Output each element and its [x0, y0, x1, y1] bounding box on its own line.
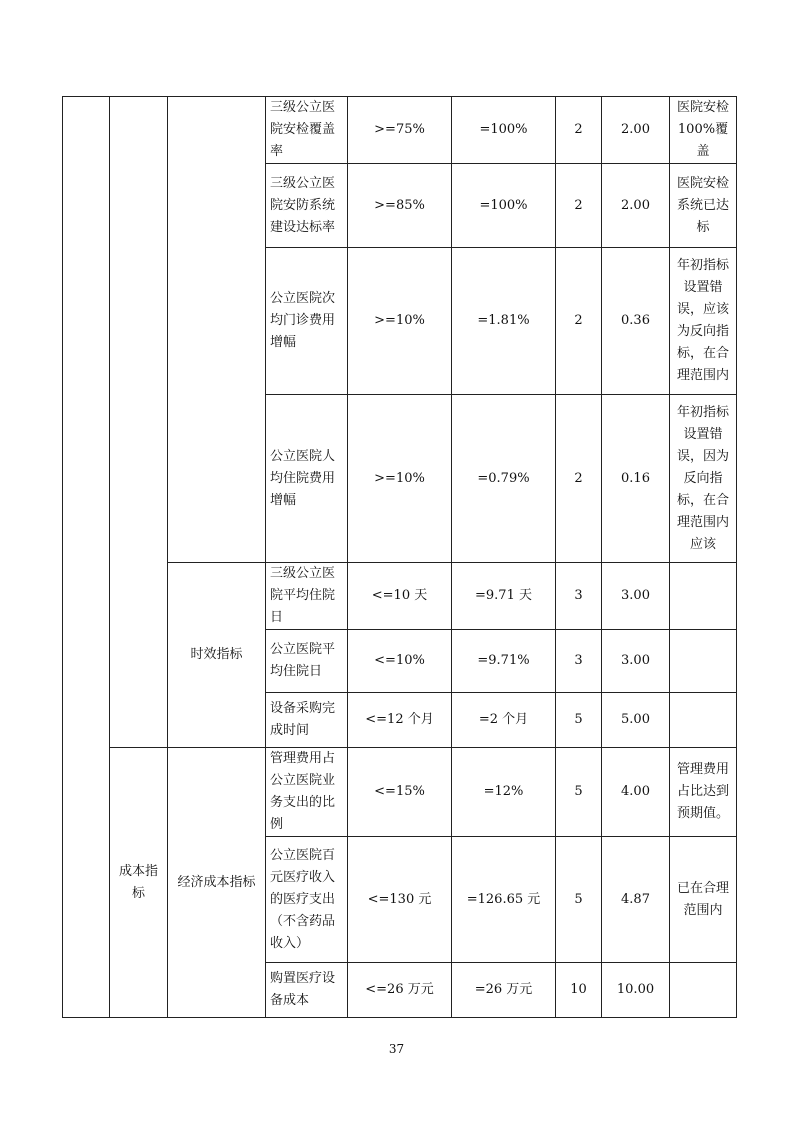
target-cell: <=26 万元: [348, 963, 452, 1018]
actual-cell: =100%: [452, 164, 556, 248]
table-row: [63, 97, 737, 164]
indicator-cell: 公立医院百元医疗收入的医疗支出（不含药品收入）: [266, 837, 348, 963]
score-cell: 2.00: [602, 97, 670, 164]
weight-cell: 5: [556, 748, 602, 837]
weight-cell: 2: [556, 164, 602, 248]
weight-cell: 10: [556, 963, 602, 1018]
actual-cell: =9.71 天: [452, 563, 556, 630]
level3-group-cell: 时效指标: [168, 563, 266, 748]
note-cell: 医院安检 100%覆盖: [670, 97, 737, 164]
target-cell: >=85%: [348, 164, 452, 248]
level3-group-cell: 经济成本指标: [168, 748, 266, 1018]
actual-cell: =126.65 元: [452, 837, 556, 963]
score-cell: 0.36: [602, 248, 670, 395]
weight-cell: 5: [556, 693, 602, 748]
actual-cell: =2 个月: [452, 693, 556, 748]
target-cell: <=10%: [348, 630, 452, 693]
score-cell: 0.16: [602, 395, 670, 563]
note-cell: 年初指标设置错误，因为反向指标，在合理范围内应该: [670, 395, 737, 563]
weight-cell: 2: [556, 97, 602, 164]
score-cell: 2.00: [602, 164, 670, 248]
note-cell: 医院安检系统已达标: [670, 164, 737, 248]
indicator-cell: 公立医院人均住院费用增幅: [266, 395, 348, 563]
note-cell: [670, 563, 737, 630]
actual-cell: =9.71%: [452, 630, 556, 693]
note-cell: [670, 630, 737, 693]
table-row: [63, 748, 737, 837]
performance-indicator-table: [62, 96, 737, 1018]
indicator-cell: 管理费用占公立医院业务支出的比例: [266, 748, 348, 837]
actual-cell: =26 万元: [452, 963, 556, 1018]
score-cell: 10.00: [602, 963, 670, 1018]
weight-cell: 3: [556, 630, 602, 693]
indicator-cell: 购置医疗设备成本: [266, 963, 348, 1018]
note-cell: 已在合理范围内: [670, 837, 737, 963]
level2-group-cell: 成本指标: [110, 748, 168, 1018]
note-cell: 年初指标设置错误，应该为反向指标，在合理范围内: [670, 248, 737, 395]
score-cell: 3.00: [602, 630, 670, 693]
target-cell: <=10 天: [348, 563, 452, 630]
indicator-cell: 三级公立医院平均住院日: [266, 563, 348, 630]
target-cell: >=10%: [348, 248, 452, 395]
weight-cell: 3: [556, 563, 602, 630]
actual-cell: =0.79%: [452, 395, 556, 563]
target-cell: <=15%: [348, 748, 452, 837]
target-cell: <=12 个月: [348, 693, 452, 748]
note-cell: [670, 963, 737, 1018]
indicator-cell: 公立医院次均门诊费用增幅: [266, 248, 348, 395]
score-cell: 3.00: [602, 563, 670, 630]
score-cell: 4.00: [602, 748, 670, 837]
score-cell: 4.87: [602, 837, 670, 963]
score-cell: 5.00: [602, 693, 670, 748]
note-cell: 管理费用占比达到预期值。: [670, 748, 737, 837]
target-cell: >=75%: [348, 97, 452, 164]
indicator-cell: 三级公立医院安防系统建设达标率: [266, 164, 348, 248]
weight-cell: 2: [556, 248, 602, 395]
page-number: 37: [388, 1042, 405, 1056]
weight-cell: 5: [556, 837, 602, 963]
target-cell: >=10%: [348, 395, 452, 563]
indicator-cell: 三级公立医院安检覆盖率: [266, 97, 348, 164]
weight-cell: 2: [556, 395, 602, 563]
actual-cell: =12%: [452, 748, 556, 837]
level2-cell-blank: [110, 97, 168, 748]
indicator-cell: 公立医院平均住院日: [266, 630, 348, 693]
note-cell: [670, 693, 737, 748]
indicator-cell: 设备采购完成时间: [266, 693, 348, 748]
level3-cell-blank: [168, 97, 266, 563]
target-cell: <=130 元: [348, 837, 452, 963]
level1-cell-blank: [63, 97, 110, 1018]
actual-cell: =100%: [452, 97, 556, 164]
actual-cell: =1.81%: [452, 248, 556, 395]
